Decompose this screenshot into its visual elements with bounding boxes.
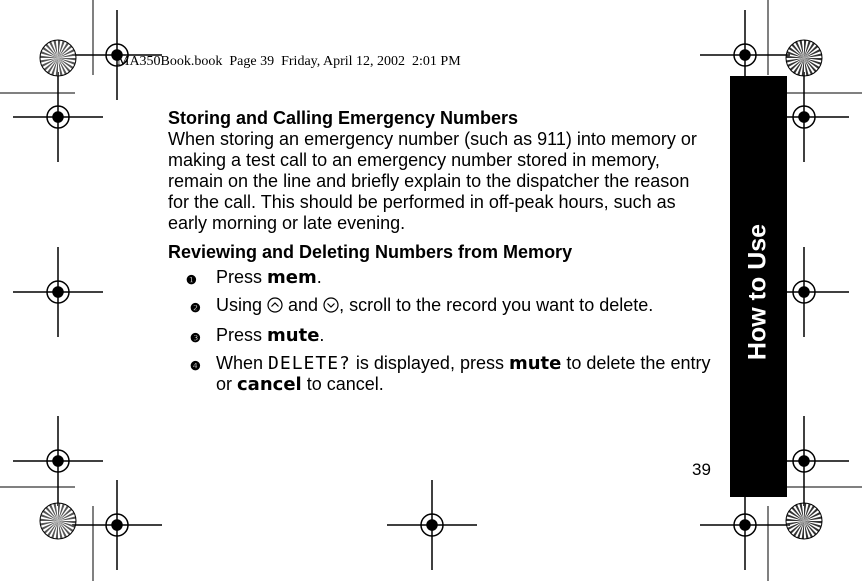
crosshair-mark — [13, 416, 103, 506]
step-number: ❹ — [190, 359, 201, 373]
key-cancel: cancel — [237, 374, 302, 395]
side-tab-label: How to Use — [743, 223, 772, 361]
key-mem: mem — [267, 267, 317, 288]
starburst-mark — [786, 40, 822, 76]
print-header: MA350Book.book Page 39 Friday, April 12, 2002 2:01 PM — [117, 54, 461, 69]
lcd-text-delete: DELETE? — [268, 353, 351, 374]
step-4: ❹ When DELETE? is displayed, press mute to delete the entry or cancel to cancel. — [190, 353, 711, 395]
scroll-up-key-icon — [267, 297, 283, 318]
crosshair-mark — [72, 480, 162, 570]
emergency-paragraph: When storing an emergency number (such as 911) into memory or making a test call to an emergency number stored in memory, remain on the line and briefly explain to the dispatcher the reason for the call. This should be performed in off-peak hours, such as early morning or late evening. — [168, 129, 697, 233]
starburst-mark — [40, 40, 76, 76]
step-number: ❷ — [190, 301, 201, 315]
page-number: 39 — [692, 460, 711, 479]
section-heading-emergency: Storing and Calling Emergency Numbers — [168, 108, 519, 128]
key-mute: mute — [267, 325, 320, 346]
step-2: ❷ Using and , scroll to the record you want to delete. — [168, 295, 713, 318]
crosshair-mark — [13, 247, 103, 337]
crosshair-mark — [387, 480, 477, 570]
scroll-down-key-icon — [323, 297, 339, 318]
step-3: ❸ Press mute. — [168, 325, 713, 346]
step-number: ❶ — [186, 273, 197, 287]
starburst-mark — [786, 503, 822, 539]
crosshair-mark — [13, 72, 103, 162]
key-mute: mute — [508, 353, 562, 374]
steps-list — [168, 267, 713, 395]
page-content — [168, 108, 713, 395]
starburst-mark — [40, 503, 76, 539]
section-heading-reviewing: Reviewing and Deleting Numbers from Memory — [168, 242, 573, 262]
step-number: ❸ — [190, 331, 201, 345]
step-1: ❶ Press mem. — [168, 267, 713, 288]
